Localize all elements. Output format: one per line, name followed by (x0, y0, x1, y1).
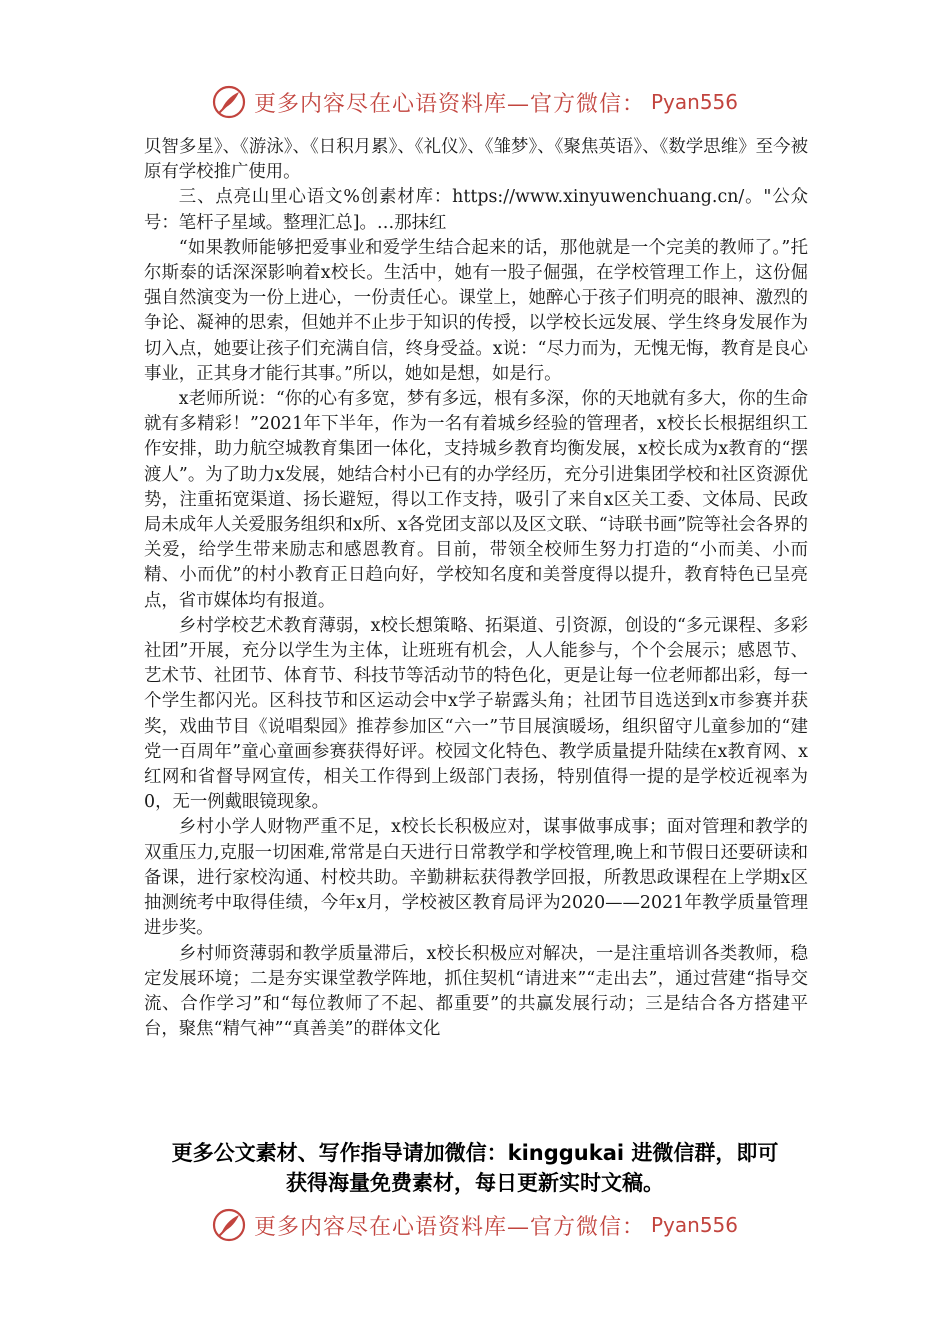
paragraph-6: 乡村小学人财物严重不足，x校长长积极应对，谋事做事成事；面对管理和教学的双重压力,克服一切困难,常常是白天进行日常教学和学校管理,晚上和节假日还要研读和备课，进行家校沟通、村校共助。辛勤耕耘获得教学回报，所教思政课程在上学期x区抽测统考中取得佳绩，今年x月，学校被区教育局评为2020——2021年教学质量管理进步奖。 (144, 817, 808, 939)
paragraph-1: 贝智多星》、《游泳》、《日积月累》、《礼仪》、《雏梦》、《聚焦英语》、《数学思维》至今被原有学校推广使用。 (144, 137, 808, 183)
promo-line-1: 更多公文素材、写作指导请加微信：kinggukai 进微信群，即可 (171, 1141, 779, 1165)
promo-line-2: 获得海量免费素材，每日更新实时文稿。 (286, 1171, 664, 1195)
quill-logo-icon (212, 1208, 246, 1242)
paragraph-4: x老师所说：“你的心有多宽，梦有多远，根有多深，你的天地就有多大，你的生命就有多精彩！”2021年下半年，作为一名有着城乡经验的管理者，x校长长根据组织工作安排，助力航空城教育集团一体化，支持城乡教育均衡发展，x校长成为x教育的“摆渡人”。为了助力x发展，她结合村小已有的办学经历，充分引进集团学校和社区资源优势，注重拓宽渠道、扬长避短，得以工作支持，吸引了来自x区关工委、文体局、民政局未成年人关爱服务组织和x所、x各党团支部以及区文联、“诗联书画”院等社会各界的关爱，给学生带来励志和感恩教育。目前，带领全校师生努力打造的“小而美、小而精、小而优”的村小教育正日趋向好，学校知名度和美誉度得以提升，教育特色已呈亮点，省市媒体均有报道。 (144, 389, 808, 611)
quill-logo-icon (212, 85, 246, 119)
promo-notice (0, 1138, 950, 1198)
document-body (144, 135, 808, 1042)
header-banner (0, 82, 950, 122)
paragraph-5: 乡村学校艺术教育薄弱，x校长想策略、拓渠道、引资源，创设的“多元课程、多彩社团”开展，充分以学生为主体，让班班有机会，人人能参与，个个会展示；感恩节、艺术节、社团节、体育节、科技节等活动节的特色化，更是让每一位老师都出彩，每一个学生都闪光。区科技节和区运动会中x学子崭露头角；社团节目选送到x市参赛并获奖，戏曲节目《说唱梨园》推荐参加区“六一”节目展演暖场，组织留守儿童参加的“建党一百周年”童心童画参赛获得好评。校园文化特色、教学质量提升陆续在x教育网、x红网和省督导网宣传，相关工作得到上级部门表扬，特别值得一提的是学校近视率为0，无一例戴眼镜现象。 (144, 615, 808, 813)
paragraph-3: “如果教师能够把爱事业和爱学生结合起来的话，那他就是一个完美的教师了。”托尔斯泰的话深深影响着x校长。生活中，她有一股子倔强，在学校管理工作上，这份倔强自然演变为一份上进心，一份责任心。课堂上，她醉心于孩子们明亮的眼神、激烈的争论、凝神的思索，但她并不止步于知识的传授，以学校长远发展、学生终身发展作为切入点，她要让孩子们充满自信，终身受益。x说：“尽力而为，无愧无悔，教育是良心事业，正其身才能行其事。”所以，她如是想，如是行。 (144, 237, 808, 384)
footer-banner (0, 1205, 950, 1245)
banner-wechat-id: Pyan556 (651, 90, 739, 114)
banner-wechat-id: Pyan556 (651, 1213, 739, 1237)
paragraph-7: 乡村师资薄弱和教学质量滞后，x校长积极应对解决，一是注重培训各类教师，稳定发展环境；二是夯实课堂教学阵地，抓住契机“请进来”“走出去”，通过营建“指导交流、合作学习”和“每位教师了不起、都重要”的共赢发展行动；三是结合各方搭建平台，聚焦“精气神”“真善美”的群体文化 (144, 943, 808, 1040)
banner-text: 更多内容尽在心语资料库—官方微信： (253, 1214, 645, 1240)
banner-text: 更多内容尽在心语资料库—官方微信： (253, 91, 645, 117)
paragraph-2: 三、点亮山里心语文%创素材库：https://www.xinyuwenchuang.cn/。"公众号：笔杆子星域。整理汇总]。…那抹红 (144, 187, 808, 233)
